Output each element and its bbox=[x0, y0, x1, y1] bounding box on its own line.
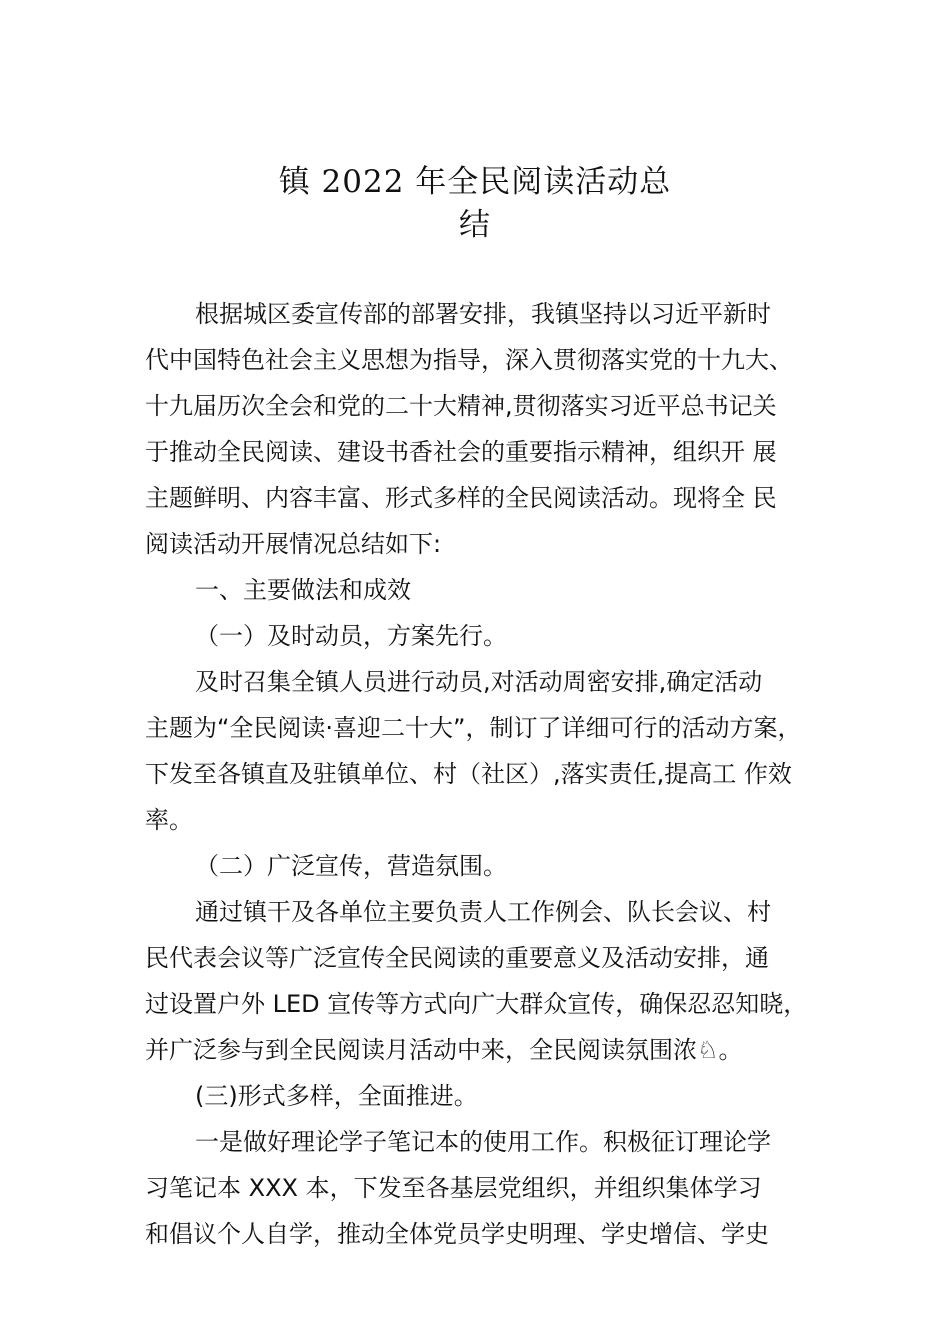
body-line: 代中国特色社会主义思想为指导，深入贯彻落实党的十九大、 bbox=[145, 346, 793, 374]
document-title-line-1: 镇 2022 年全民阅读活动总 bbox=[278, 164, 672, 200]
subsection-heading: (三)形式多样，全面推进。 bbox=[195, 1082, 478, 1110]
body-line: 主题鲜明、内容丰富、形式多样的全民阅读活动。现将全 民 bbox=[145, 484, 777, 512]
body-line: 率。 bbox=[145, 806, 193, 834]
body-line: 习笔记本 XXX 本，下发至各基层党组织，并组织集体学习 bbox=[145, 1174, 762, 1202]
body-line: 于推动全民阅读、建设书香社会的重要指示精神，组织开 展 bbox=[145, 438, 777, 466]
body-line: 过设置户外 LED 宣传等方式向广大群众宣传，确保忍忍知晓， bbox=[145, 990, 808, 1018]
body-line: 主题为“全民阅读·喜迎二十大”，制订了详细可行的活动方案， bbox=[145, 714, 802, 742]
subsection-heading: （一）及时动员，方案先行。 bbox=[195, 622, 507, 650]
body-line: 一是做好理论学子笔记本的使用工作。积极征订理论学 bbox=[195, 1128, 771, 1156]
body-line: 民代表会议等广泛宣传全民阅读的重要意义及活动安排，通 bbox=[145, 944, 769, 972]
section-heading: 一、主要做法和成效 bbox=[195, 576, 411, 604]
body-line: 并广泛参与到全民阅读月活动中来，全民阅读氛围浓♘。 bbox=[145, 1036, 743, 1064]
body-line: 根据城区委宣传部的部署安排，我镇坚持以习近平新时 bbox=[195, 300, 771, 328]
document-title-line-2: 结 bbox=[459, 207, 491, 243]
body-line: 阅读活动开展情况总结如下: bbox=[145, 530, 442, 558]
body-line: 十九届历次全会和党的二十大精神,贯彻落实习近平总书记关 bbox=[145, 392, 777, 420]
body-line: 和倡议个人自学，推动全体党员学史明理、学史增信、学史 bbox=[145, 1220, 769, 1248]
body-line: 及时召集全镇人员进行动员,对活动周密安排,确定活动 bbox=[195, 668, 763, 696]
body-line: 通过镇干及各单位主要负责人工作例会、队长会议、村 bbox=[195, 898, 771, 926]
body-line: 下发至各镇直及驻镇单位、村（社区）,落实责任,提高工 作效 bbox=[145, 760, 792, 788]
subsection-heading: （二）广泛宣传，营造氛围。 bbox=[195, 852, 507, 880]
